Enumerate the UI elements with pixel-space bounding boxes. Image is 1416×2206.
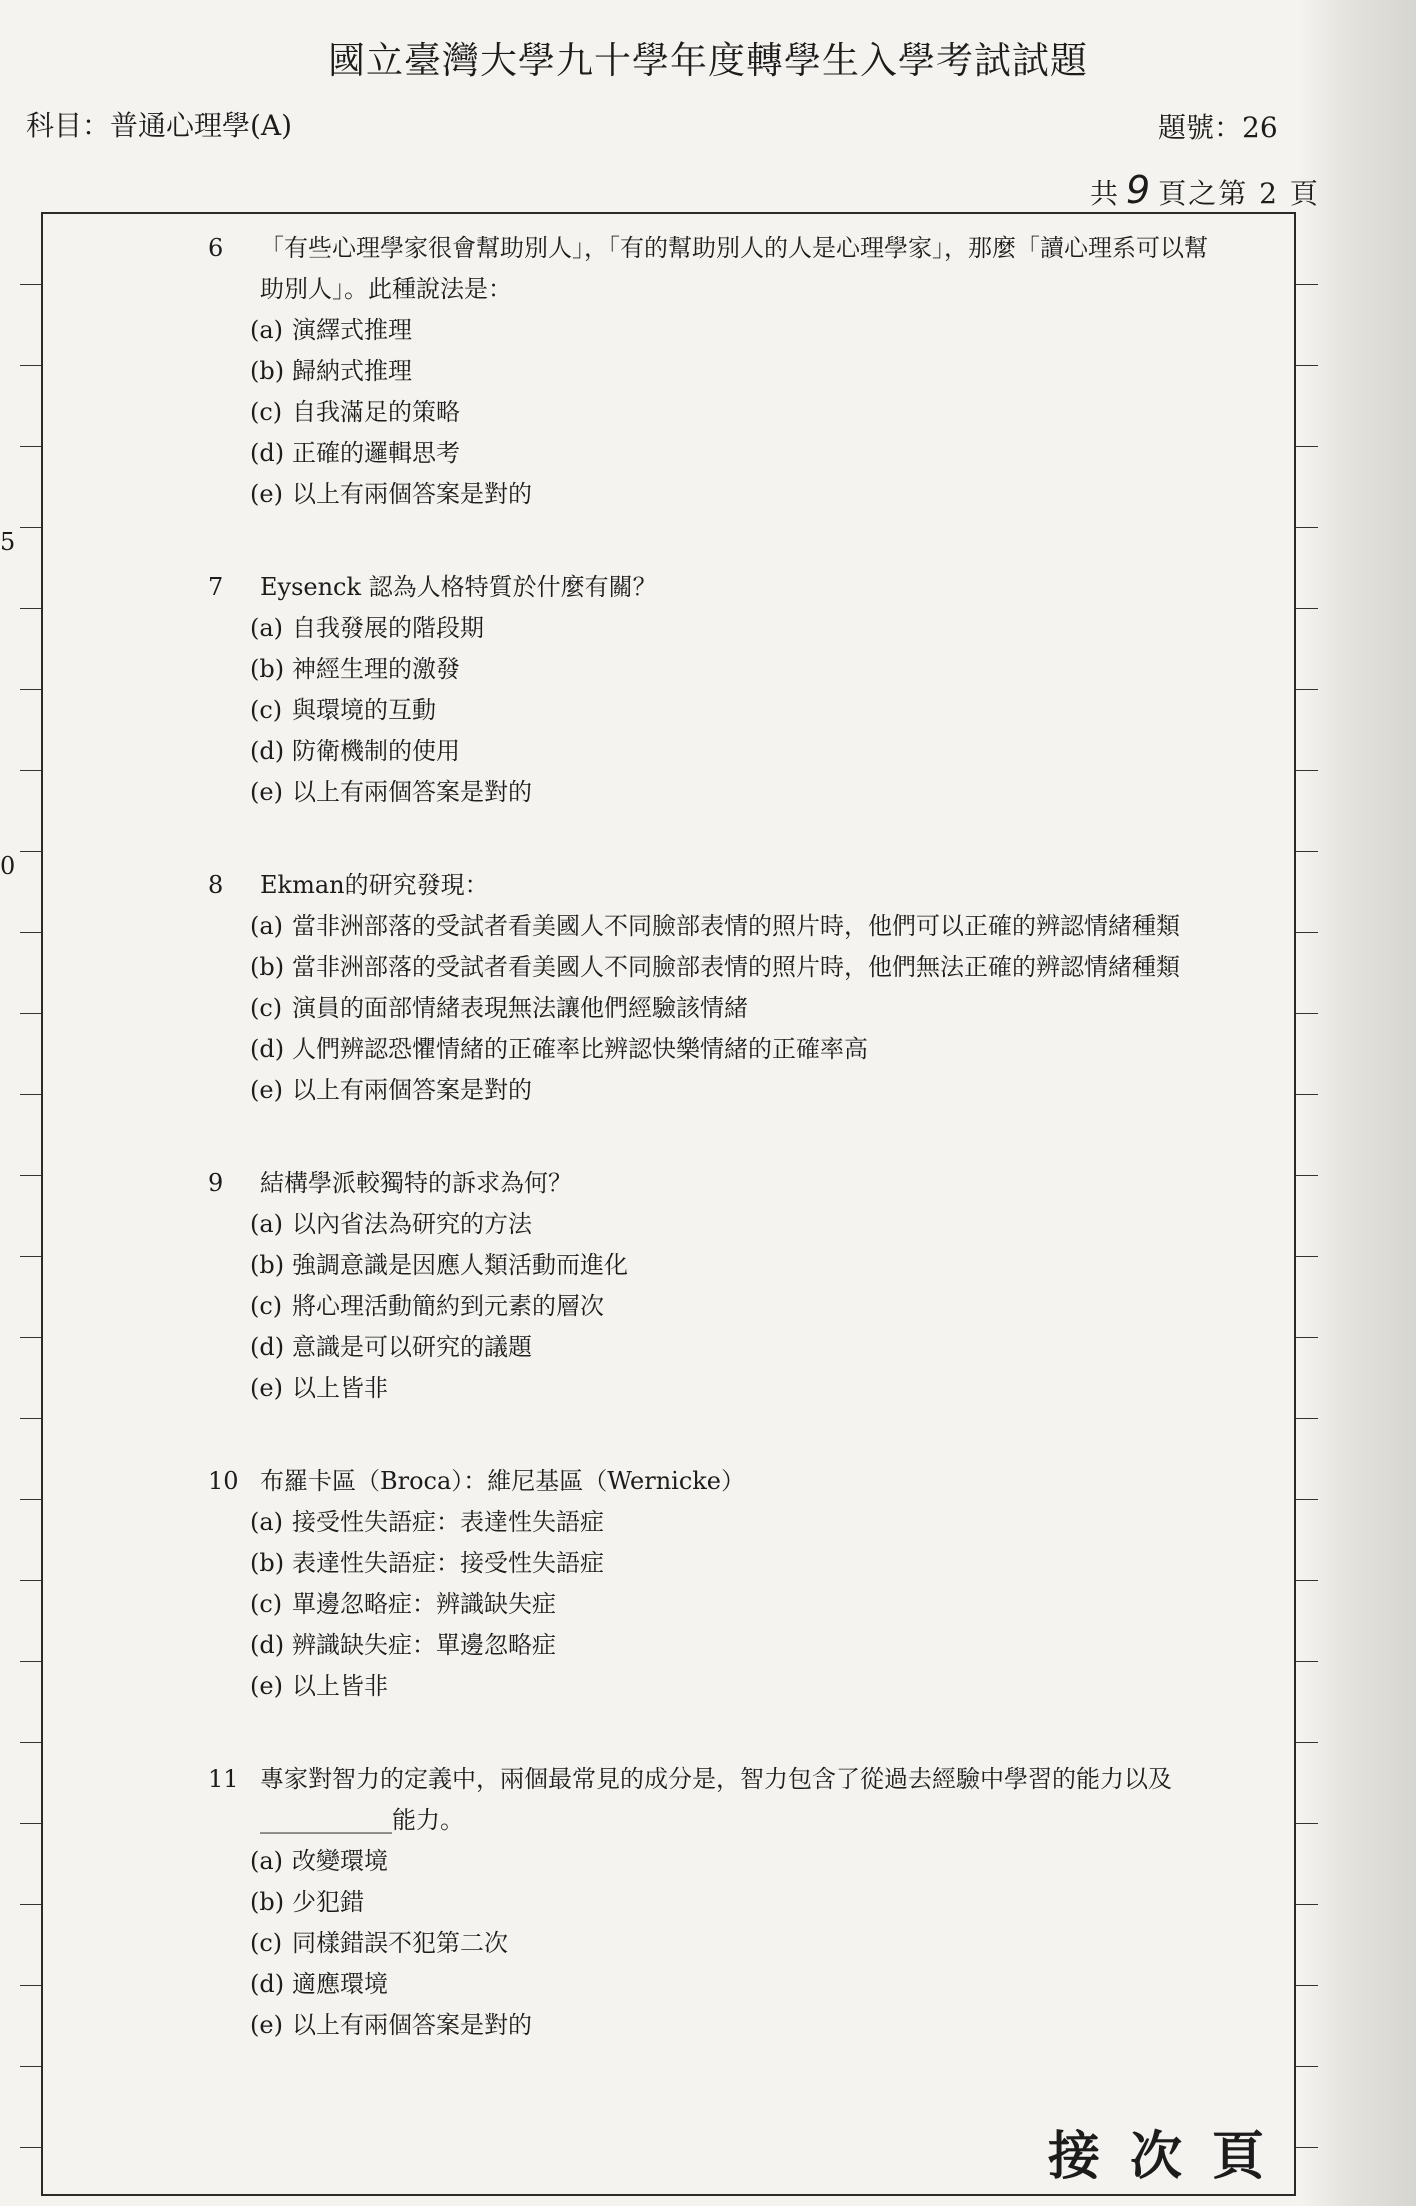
option-item bbox=[208, 947, 1208, 988]
option-key: (e) bbox=[250, 1076, 283, 1104]
option-item bbox=[208, 2005, 1208, 2046]
option-key: (e) bbox=[250, 778, 283, 806]
margin-tick bbox=[20, 1013, 41, 1014]
option-item bbox=[208, 772, 1208, 813]
option-key: (c) bbox=[250, 1292, 283, 1320]
question-num: 6 bbox=[208, 234, 224, 262]
option-item bbox=[208, 351, 1208, 392]
question-text: Ekman的研究發現： bbox=[260, 871, 489, 899]
option-text: 人們辨認恐懼情緒的正確率比辨認快樂情緒的正確率高 bbox=[292, 1035, 868, 1063]
margin-tick bbox=[20, 1661, 41, 1662]
option-key: (c) bbox=[250, 1590, 283, 1618]
margin-tick bbox=[1296, 770, 1318, 771]
margin-number: 5 bbox=[0, 528, 16, 556]
margin-tick bbox=[20, 1499, 41, 1500]
option-text: 與環境的互動 bbox=[292, 696, 436, 724]
question-item bbox=[208, 1759, 1208, 2046]
option-text: 同樣錯誤不犯第二次 bbox=[292, 1929, 508, 1957]
pages-suffix: 頁之第 2 頁 bbox=[1158, 177, 1320, 210]
option-key: (a) bbox=[250, 912, 284, 940]
margin-tick bbox=[20, 1094, 41, 1095]
margin-tick bbox=[1296, 1499, 1318, 1500]
option-key: (a) bbox=[250, 614, 284, 642]
margin-tick bbox=[1296, 1256, 1318, 1257]
option-item bbox=[208, 1029, 1208, 1070]
margin-number: 0 bbox=[0, 852, 16, 880]
question-item bbox=[208, 228, 1208, 515]
option-key: (e) bbox=[250, 1672, 283, 1700]
question-num: 10 bbox=[208, 1467, 239, 1495]
question-text: 「有些心理學家很會幫助別人」，「有的幫助別人的人是心理學家」，那麼「讀心理系可以幫助別人」。此種說法是： bbox=[260, 234, 1208, 303]
option-item bbox=[208, 988, 1208, 1029]
option-key: (d) bbox=[250, 1631, 285, 1659]
option-key: (a) bbox=[250, 1210, 284, 1238]
margin-tick bbox=[20, 446, 41, 447]
margin-tick bbox=[1296, 608, 1318, 609]
option-key: (d) bbox=[250, 737, 285, 765]
margin-tick bbox=[1296, 851, 1318, 852]
margin-tick bbox=[20, 1580, 41, 1581]
exam-title: 國立臺灣大學九十學年度轉學生入學考試試題 bbox=[328, 39, 1088, 82]
question-stem bbox=[208, 567, 1208, 608]
pages-prefix: 共 bbox=[1090, 177, 1121, 210]
option-text: 辨識缺失症：單邊忽略症 bbox=[292, 1631, 556, 1659]
scan-shadow bbox=[1300, 0, 1416, 2206]
option-item bbox=[208, 1882, 1208, 1923]
margin-tick bbox=[1296, 1580, 1318, 1581]
question-text: 專家對智力的定義中，兩個最常見的成分是，智力包含了從過去經驗中學習的能力以及___________能力。 bbox=[260, 1765, 1172, 1834]
option-text: 將心理活動簡約到元素的層次 bbox=[292, 1292, 604, 1320]
option-text: 以上皆非 bbox=[292, 1672, 388, 1700]
margin-tick bbox=[20, 770, 41, 771]
option-text: 強調意識是因應人類活動而進化 bbox=[292, 1251, 628, 1279]
option-key: (b) bbox=[250, 953, 285, 981]
option-text: 適應環境 bbox=[292, 1970, 388, 1998]
option-key: (e) bbox=[250, 480, 283, 508]
option-key: (b) bbox=[250, 1888, 285, 1916]
option-text: 演員的面部情緒表現無法讓他們經驗該情緒 bbox=[292, 994, 748, 1022]
margin-tick bbox=[1296, 284, 1318, 285]
page-indicator bbox=[1090, 168, 1320, 212]
option-text: 當非洲部落的受試者看美國人不同臉部表情的照片時，他們無法正確的辨認情緒種類 bbox=[292, 953, 1180, 981]
margin-tick bbox=[1296, 1418, 1318, 1419]
margin-tick bbox=[20, 608, 41, 609]
margin-tick bbox=[20, 1904, 41, 1905]
question-stem bbox=[208, 865, 1208, 906]
margin-tick bbox=[20, 1256, 41, 1257]
option-text: 神經生理的激發 bbox=[292, 655, 460, 683]
option-text: 演繹式推理 bbox=[292, 316, 412, 344]
question-item bbox=[208, 1461, 1208, 1707]
option-key: (e) bbox=[250, 1374, 283, 1402]
margin-tick bbox=[20, 527, 41, 528]
option-item bbox=[208, 310, 1208, 351]
option-item bbox=[208, 1584, 1208, 1625]
option-item bbox=[208, 1502, 1208, 1543]
option-key: (d) bbox=[250, 1970, 285, 1998]
option-item bbox=[208, 1841, 1208, 1882]
question-list bbox=[208, 228, 1208, 2098]
margin-tick bbox=[1296, 689, 1318, 690]
margin-tick bbox=[1296, 2147, 1318, 2148]
option-key: (e) bbox=[250, 2011, 283, 2039]
option-text: 自我發展的階段期 bbox=[292, 614, 484, 642]
margin-tick bbox=[20, 2147, 41, 2148]
option-item bbox=[208, 433, 1208, 474]
option-text: 歸納式推理 bbox=[292, 357, 412, 385]
option-text: 以上有兩個答案是對的 bbox=[292, 2011, 532, 2039]
question-item bbox=[208, 865, 1208, 1111]
option-text: 改變環境 bbox=[292, 1847, 388, 1875]
option-item bbox=[208, 474, 1208, 515]
option-item bbox=[208, 392, 1208, 433]
option-text: 接受性失語症：表達性失語症 bbox=[292, 1508, 604, 1536]
question-number: 題號：26 bbox=[1158, 111, 1278, 144]
question-num: 11 bbox=[208, 1765, 239, 1793]
margin-tick bbox=[20, 365, 41, 366]
option-key: (c) bbox=[250, 696, 283, 724]
margin-tick bbox=[1296, 446, 1318, 447]
option-key: (b) bbox=[250, 1251, 285, 1279]
margin-tick bbox=[20, 1337, 41, 1338]
pages-total: 9 bbox=[1126, 168, 1153, 212]
option-key: (d) bbox=[250, 439, 285, 467]
option-key: (d) bbox=[250, 1035, 285, 1063]
question-text: Eysenck 認為人格特質於什麼有關？ bbox=[260, 573, 657, 601]
option-item bbox=[208, 1327, 1208, 1368]
margin-tick bbox=[1296, 932, 1318, 933]
margin-tick bbox=[20, 932, 41, 933]
option-item bbox=[208, 1625, 1208, 1666]
option-key: (c) bbox=[250, 1929, 283, 1957]
question-num: 9 bbox=[208, 1169, 224, 1197]
option-text: 自我滿足的策略 bbox=[292, 398, 460, 426]
margin-tick bbox=[20, 1418, 41, 1419]
option-item bbox=[208, 690, 1208, 731]
option-item bbox=[208, 731, 1208, 772]
option-text: 以內省法為研究的方法 bbox=[292, 1210, 532, 1238]
margin-tick bbox=[1296, 527, 1318, 528]
margin-tick bbox=[1296, 1013, 1318, 1014]
question-text: 結構學派較獨特的訴求為何？ bbox=[260, 1169, 572, 1197]
option-item bbox=[208, 1543, 1208, 1584]
margin-tick bbox=[1296, 1904, 1318, 1905]
margin-tick bbox=[1296, 1175, 1318, 1176]
option-key: (b) bbox=[250, 357, 285, 385]
option-key: (b) bbox=[250, 655, 285, 683]
question-stem bbox=[208, 228, 1208, 310]
option-text: 以上皆非 bbox=[292, 1374, 388, 1402]
option-text: 以上有兩個答案是對的 bbox=[292, 1076, 532, 1104]
question-item bbox=[208, 567, 1208, 813]
option-item bbox=[208, 1666, 1208, 1707]
option-item bbox=[208, 1204, 1208, 1245]
margin-tick bbox=[1296, 1337, 1318, 1338]
option-text: 當非洲部落的受試者看美國人不同臉部表情的照片時，他們可以正確的辨認情緒種類 bbox=[292, 912, 1180, 940]
option-key: (c) bbox=[250, 994, 283, 1022]
option-text: 防衛機制的使用 bbox=[292, 737, 460, 765]
option-key: (a) bbox=[250, 316, 284, 344]
question-stem bbox=[208, 1461, 1208, 1502]
option-key: (d) bbox=[250, 1333, 285, 1361]
margin-tick bbox=[1296, 1985, 1318, 1986]
margin-tick bbox=[20, 851, 41, 852]
option-text: 少犯錯 bbox=[292, 1888, 364, 1916]
margin-tick bbox=[1296, 2066, 1318, 2067]
option-item bbox=[208, 1368, 1208, 1409]
option-item bbox=[208, 906, 1208, 947]
question-num: 8 bbox=[208, 871, 224, 899]
subject-label: 科目：普通心理學(A) bbox=[26, 109, 293, 142]
margin-tick bbox=[20, 2066, 41, 2067]
margin-tick bbox=[1296, 365, 1318, 366]
question-item bbox=[208, 1163, 1208, 1409]
continue-label: 接次頁 bbox=[1048, 2126, 1295, 2187]
option-key: (c) bbox=[250, 398, 283, 426]
option-text: 意識是可以研究的議題 bbox=[292, 1333, 532, 1361]
question-text: 布羅卡區（Broca）：維尼基區（Wernicke） bbox=[260, 1467, 746, 1495]
margin-tick bbox=[20, 689, 41, 690]
option-text: 單邊忽略症：辨識缺失症 bbox=[292, 1590, 556, 1618]
option-item bbox=[208, 1245, 1208, 1286]
option-text: 以上有兩個答案是對的 bbox=[292, 778, 532, 806]
option-item bbox=[208, 1286, 1208, 1327]
option-item bbox=[208, 1923, 1208, 1964]
margin-tick bbox=[20, 1823, 41, 1824]
margin-tick bbox=[1296, 1742, 1318, 1743]
question-num: 7 bbox=[208, 573, 224, 601]
margin-tick bbox=[20, 1985, 41, 1986]
option-key: (b) bbox=[250, 1549, 285, 1577]
margin-tick bbox=[1296, 1823, 1318, 1824]
margin-tick bbox=[20, 284, 41, 285]
option-text: 以上有兩個答案是對的 bbox=[292, 480, 532, 508]
margin-tick bbox=[1296, 1661, 1318, 1662]
option-item bbox=[208, 1070, 1208, 1111]
option-key: (a) bbox=[250, 1847, 284, 1875]
margin-tick bbox=[1296, 1094, 1318, 1095]
option-text: 表達性失語症：接受性失語症 bbox=[292, 1549, 604, 1577]
option-item bbox=[208, 649, 1208, 690]
option-text: 正確的邏輯思考 bbox=[292, 439, 460, 467]
question-stem bbox=[208, 1759, 1208, 1841]
option-key: (a) bbox=[250, 1508, 284, 1536]
margin-tick bbox=[20, 1175, 41, 1176]
question-stem bbox=[208, 1163, 1208, 1204]
option-item bbox=[208, 608, 1208, 649]
margin-tick bbox=[20, 1742, 41, 1743]
option-item bbox=[208, 1964, 1208, 2005]
